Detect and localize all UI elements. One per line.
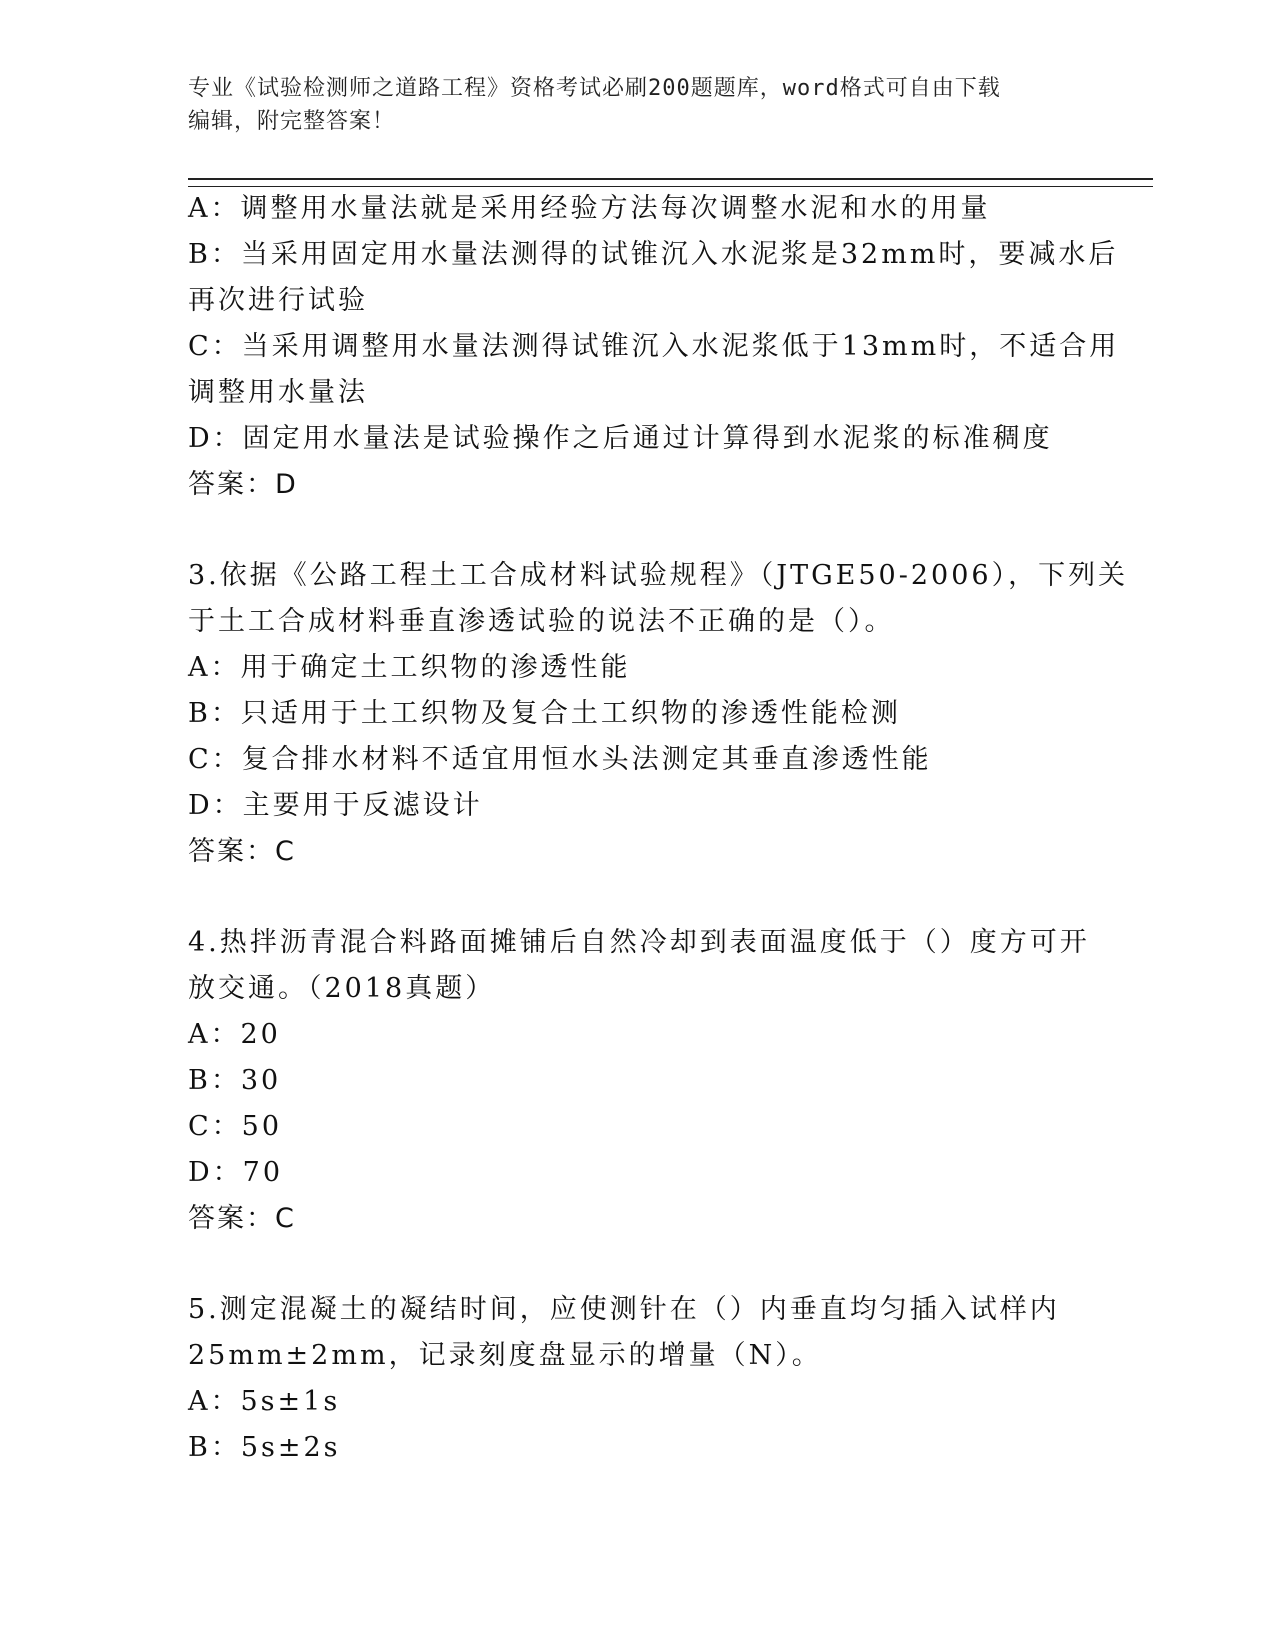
answer-line: 答案：D xyxy=(188,469,298,500)
option-line: A：调整用水量法就是采用经验方法每次调整水泥和水的用量 xyxy=(188,193,991,224)
option-line: D：主要用于反滤设计 xyxy=(188,790,483,821)
header-line-1: 专业《试验检测师之道路工程》资格考试必刷200题题库，word格式可自由下载 xyxy=(188,76,1001,101)
option-line: D：70 xyxy=(188,1157,284,1188)
option-line: 再次进行试验 xyxy=(188,285,368,316)
question-3 xyxy=(188,553,1129,875)
option-line: A：5s±1s xyxy=(188,1386,341,1417)
option-line: B：5s±2s xyxy=(188,1432,341,1463)
answer-line: 答案：C xyxy=(188,836,296,867)
question-2 xyxy=(188,186,1120,508)
question-stem: 放交通。（2018真题） xyxy=(188,973,496,1004)
question-list xyxy=(188,186,1129,1471)
option-line: D：固定用水量法是试验操作之后通过计算得到水泥浆的标准稠度 xyxy=(188,423,1053,454)
option-line: A：20 xyxy=(188,1019,281,1050)
question-stem: 25mm±2mm，记录刻度盘显示的增量（N）。 xyxy=(188,1340,822,1371)
option-line: C：复合排水材料不适宜用恒水头法测定其垂直渗透性能 xyxy=(188,744,932,775)
question-stem: 于土工合成材料垂直渗透试验的说法不正确的是（）。 xyxy=(188,606,895,637)
question-stem: 4.热拌沥青混合料路面摊铺后自然冷却到表面温度低于（）度方可开 xyxy=(188,927,1090,958)
option-line: C：50 xyxy=(188,1111,283,1142)
option-line: B：当采用固定用水量法测得的试锥沉入水泥浆是32mm时，要减水后 xyxy=(188,239,1119,270)
question-stem: 3.依据《公路工程土工合成材料试验规程》（JTGE50-2006），下列关 xyxy=(188,560,1129,591)
option-line: 调整用水量法 xyxy=(188,377,368,408)
document-header xyxy=(188,72,1088,138)
header-line-2: 编辑，附完整答案！ xyxy=(188,109,396,134)
question-stem: 5.测定混凝土的凝结时间，应使测针在（）内垂直均匀插入试样内 xyxy=(188,1294,1060,1325)
question-4 xyxy=(188,920,1088,1242)
option-line: B：30 xyxy=(188,1065,282,1096)
question-5 xyxy=(188,1287,1088,1471)
option-line: A：用于确定土工织物的渗透性能 xyxy=(188,652,631,683)
option-line: B：只适用于土工织物及复合土工织物的渗透性能检测 xyxy=(188,698,901,729)
answer-line: 答案：C xyxy=(188,1203,296,1234)
option-line: C：当采用调整用水量法测得试锥沉入水泥浆低于13mm时，不适合用 xyxy=(188,331,1120,362)
